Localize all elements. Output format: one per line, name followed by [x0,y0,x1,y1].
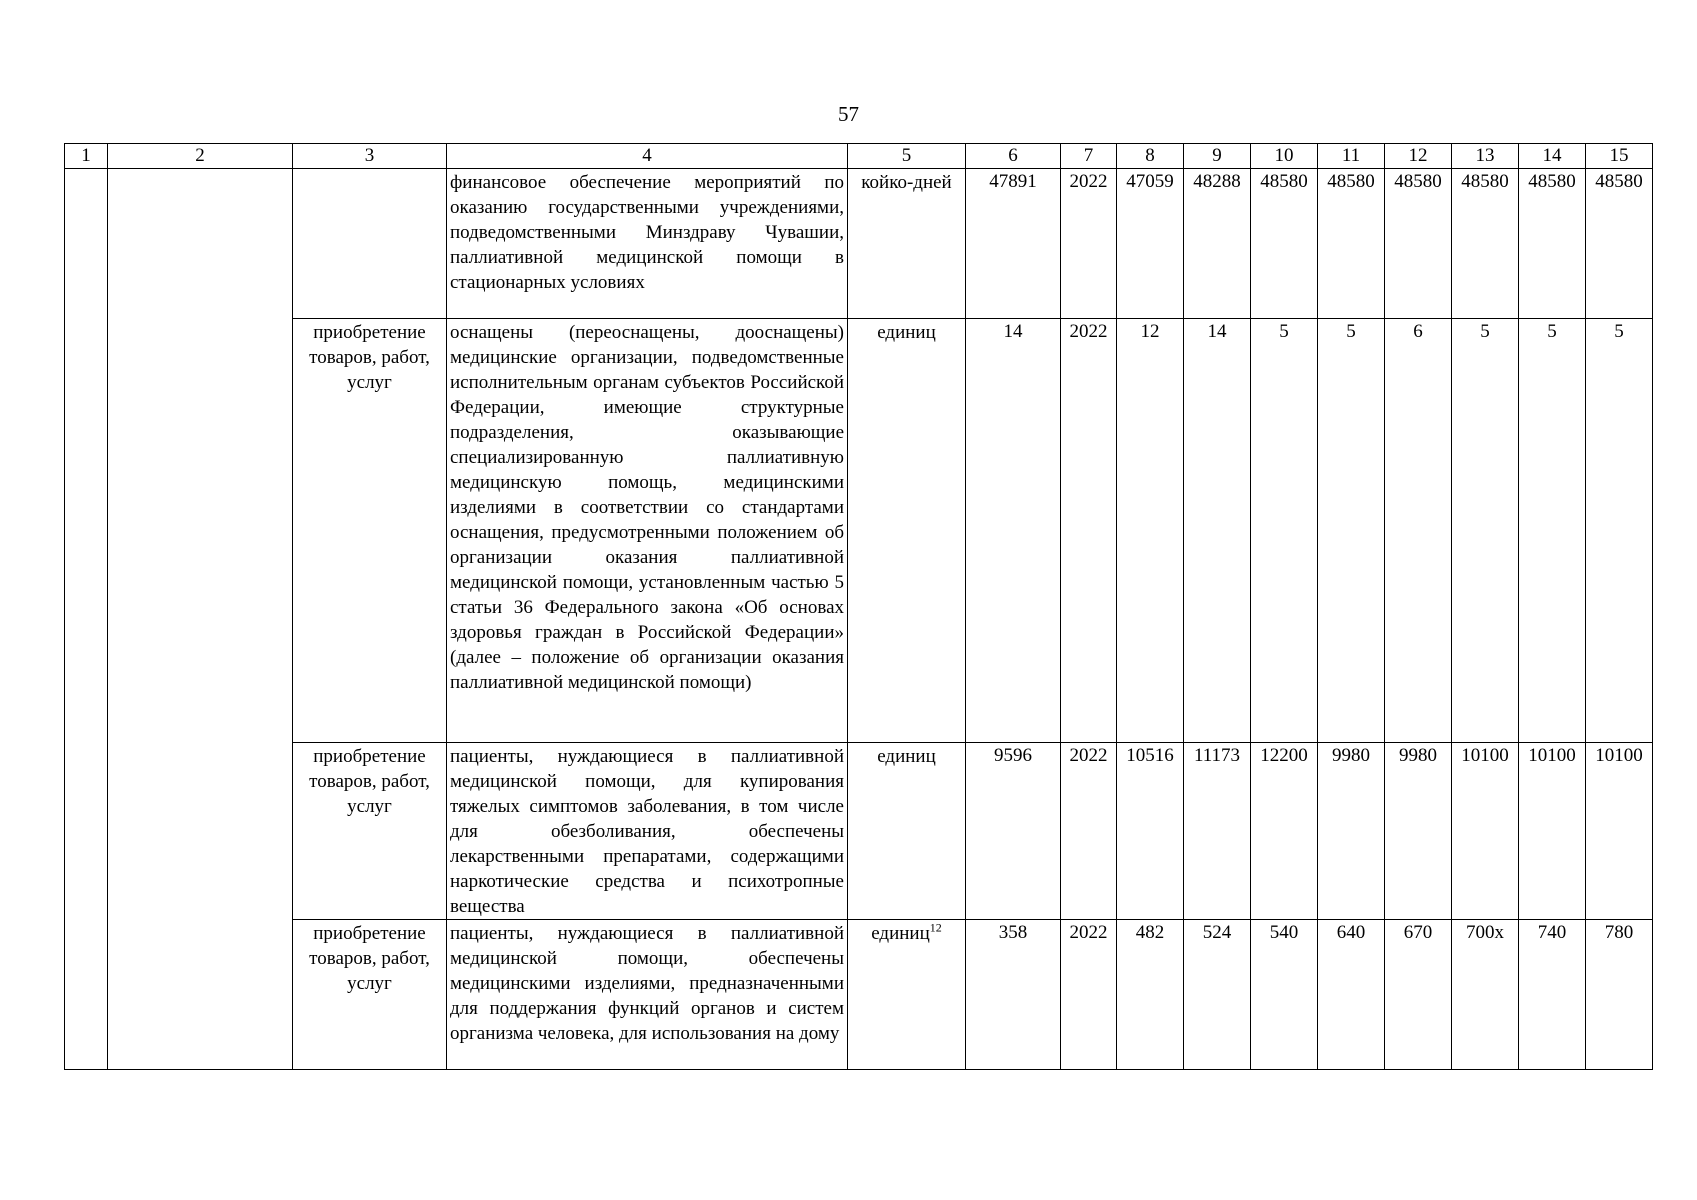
unit-footnote: 12 [929,920,942,935]
cell-base-value: 47891 [966,169,1061,319]
unit-text: единиц [877,322,936,343]
cell-value: 47059 [1117,169,1184,319]
cell-value: 5 [1586,319,1653,743]
header-cell: 10 [1251,144,1318,169]
cell-expense-type [293,169,447,319]
unit-text: единиц [871,923,930,944]
cell-expense-type: приобретение товаров, работ, услуг [293,743,447,920]
cell-base-value: 14 [966,319,1061,743]
cell-value: 12 [1117,319,1184,743]
table-row [65,743,1653,920]
cell-result-description: пациенты, нуждающиеся в паллиативной медицинской помощи, обеспечены медицинскими изделиями, предназначенными для поддержания функций органов и систем организма человека, для использования на дому [447,920,848,1070]
cell-value: 14 [1184,319,1251,743]
cell-value: 640 [1318,920,1385,1070]
cell-value: 482 [1117,920,1184,1070]
header-cell: 11 [1318,144,1385,169]
cell-unit [848,169,966,319]
cell-value: 6 [1385,319,1452,743]
unit-text: единиц [877,746,936,767]
cell-value: 48580 [1586,169,1653,319]
cell-value: 5 [1251,319,1318,743]
cell-value: 9980 [1385,743,1452,920]
cell-base-year: 2022 [1061,319,1117,743]
cell-base-value: 9596 [966,743,1061,920]
page-number: 57 [838,102,859,126]
cell-base-year: 2022 [1061,169,1117,319]
cell-value: 5 [1452,319,1519,743]
cell-col1-empty [65,169,108,1070]
cell-expense-type: приобретение товаров, работ, услуг [293,319,447,743]
table-row [65,319,1653,743]
cell-unit [848,743,966,920]
header-row [65,144,1653,169]
cell-result-description: оснащены (переоснащены, дооснащены) медицинские организации, подведомственные исполнительным органам субъектов Российской Федерации, имеющие структурные подразделения, оказывающие специализированную паллиативную медицинскую помощь, медицинскими изделиями в соответствии со стандартами оснащения, предусмотренными положением об организации оказания паллиативной медицинской помощи, установленным частью 5 статьи 36 Федерального закона «Об основах здоровья граждан в Российской Федерации» (далее – положение об организации оказания паллиативной медицинской помощи) [447,319,848,743]
cell-value: 48580 [1519,169,1586,319]
cell-value: 48288 [1184,169,1251,319]
cell-expense-type: приобретение товаров, работ, услуг [293,920,447,1070]
table-row [65,920,1653,1070]
cell-col2-empty [108,169,293,1070]
cell-base-year: 2022 [1061,743,1117,920]
cell-value: 5 [1318,319,1385,743]
cell-value: 48580 [1318,169,1385,319]
header-cell: 5 [848,144,966,169]
cell-result-description: пациенты, нуждающиеся в паллиативной медицинской помощи, для купирования тяжелых симптомов заболевания, в том числе для обезболивания, обеспечены лекарственными препаратами, содержащими наркотические средства и психотропные вещества [447,743,848,920]
header-cell: 1 [65,144,108,169]
header-cell: 12 [1385,144,1452,169]
cell-value: 670 [1385,920,1452,1070]
cell-base-value: 358 [966,920,1061,1070]
header-cell: 14 [1519,144,1586,169]
cell-base-year: 2022 [1061,920,1117,1070]
header-cell: 9 [1184,144,1251,169]
cell-value: 524 [1184,920,1251,1070]
header-cell: 8 [1117,144,1184,169]
header-cell: 7 [1061,144,1117,169]
cell-value: 9980 [1318,743,1385,920]
unit-text: койко-дней [861,172,952,193]
cell-value: 10516 [1117,743,1184,920]
cell-unit [848,920,966,1070]
cell-unit [848,319,966,743]
cell-value: 11173 [1184,743,1251,920]
header-cell: 6 [966,144,1061,169]
header-cell: 2 [108,144,293,169]
cell-value: 48580 [1452,169,1519,319]
header-cell: 15 [1586,144,1653,169]
header-cell: 13 [1452,144,1519,169]
cell-value: 48580 [1251,169,1318,319]
header-cell: 3 [293,144,447,169]
cell-result-description: финансовое обеспечение мероприятий по оказанию государственными учреждениями, подведомственными Минздраву Чувашии, паллиативной медицинской помощи в стационарных условиях [447,169,848,319]
cell-value: 5 [1519,319,1586,743]
cell-value: 10100 [1519,743,1586,920]
cell-value: 48580 [1385,169,1452,319]
cell-value: 540 [1251,920,1318,1070]
cell-value: 10100 [1452,743,1519,920]
cell-value: 740 [1519,920,1586,1070]
cell-value: 700x [1452,920,1519,1070]
data-table [64,143,1653,1070]
table-row [65,169,1653,319]
cell-value: 10100 [1586,743,1653,920]
cell-value: 12200 [1251,743,1318,920]
header-cell: 4 [447,144,848,169]
cell-value: 780 [1586,920,1653,1070]
